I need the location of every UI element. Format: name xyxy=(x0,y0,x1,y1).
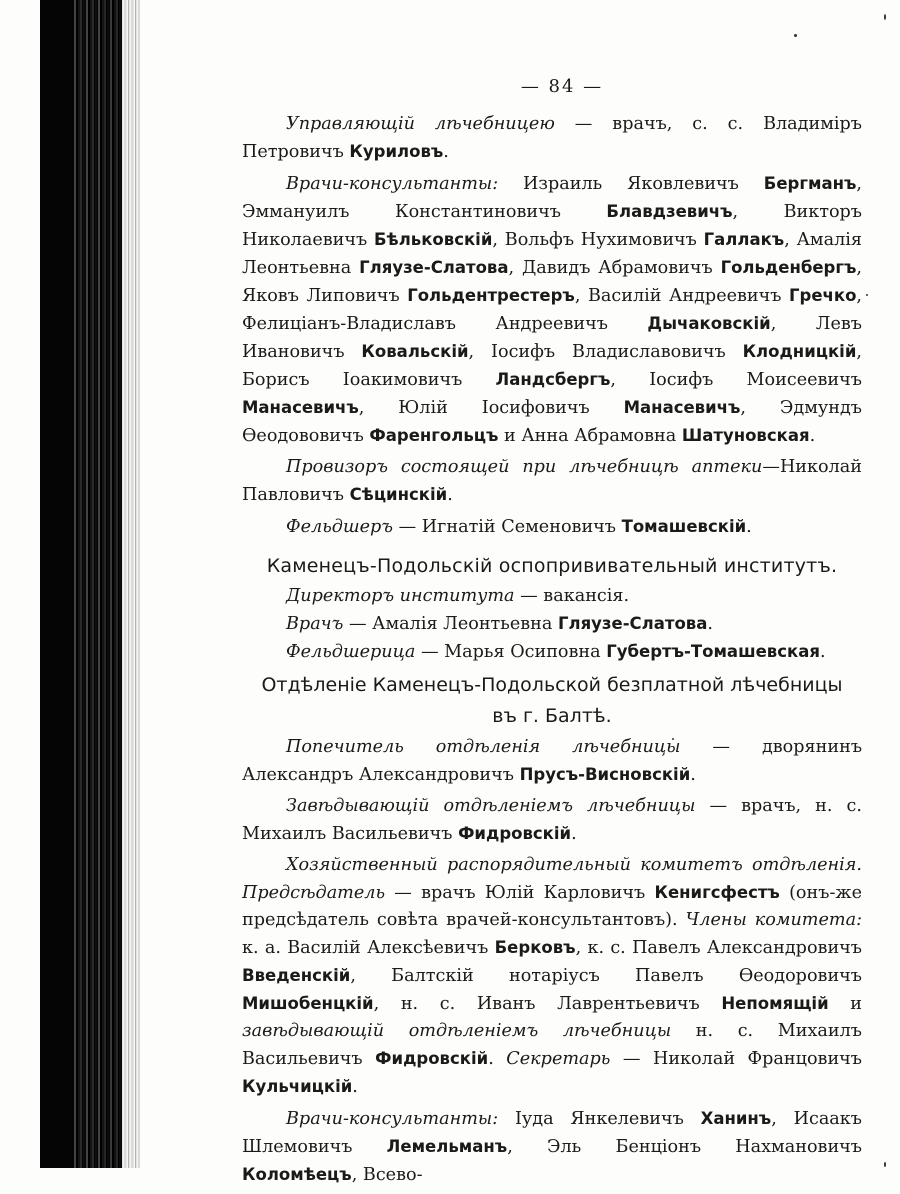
person-name: Куриловъ xyxy=(349,142,444,161)
paragraph-manager xyxy=(242,111,862,166)
text: Израиль Яковлевичъ xyxy=(498,174,764,194)
text: . xyxy=(819,642,826,662)
speck xyxy=(884,14,886,20)
text: — врачъ Юлій Карловичъ xyxy=(385,883,655,903)
role-label: Фельдшерица xyxy=(286,642,416,662)
text: — Марья Осиповна xyxy=(415,642,607,662)
person-name: Берковъ xyxy=(494,938,576,957)
speck xyxy=(866,294,868,296)
role-label: Секретарь xyxy=(506,1049,611,1069)
person-name: Мишобенцкій xyxy=(242,994,374,1013)
binding-fade xyxy=(100,0,140,1168)
text: , н. с. Иванъ Лаврентьевичъ xyxy=(373,994,722,1014)
text: , Эдмундъ Ѳеодововичъ xyxy=(242,398,862,446)
text: , Юлій Іосифовичъ xyxy=(358,398,624,418)
person-name: Бергманъ xyxy=(763,174,857,193)
role-label: Врачъ xyxy=(286,614,344,634)
text: , Амалія Леонтьевна xyxy=(242,230,862,278)
text: , Всево- xyxy=(351,1165,423,1185)
person-name: Гляузе-Слатова xyxy=(557,614,708,633)
paragraph-head-of-branch xyxy=(242,793,862,848)
role-label: Врачи-консультанты: xyxy=(286,1109,499,1129)
text: — Николай Францовичъ xyxy=(610,1049,862,1069)
text: . xyxy=(443,142,449,162)
text: н. с. Михаилъ Васильевичъ xyxy=(242,1021,862,1069)
person-name: Ханинъ xyxy=(700,1109,772,1128)
person-name: Гольденбергъ xyxy=(720,258,857,277)
text: и xyxy=(828,994,862,1014)
text: . xyxy=(571,824,577,844)
role-label: завѣдывающій отдѣленіемъ лѣчебницы xyxy=(242,1021,672,1041)
person-name: Губертъ-Томашевская xyxy=(606,642,820,661)
page-number: — 84 — xyxy=(520,76,604,97)
text: . xyxy=(707,614,713,634)
person-name: Дычаковскій xyxy=(647,314,771,333)
paragraph-trustee xyxy=(242,734,862,789)
person-name: Введенскій xyxy=(242,966,351,985)
text: , Борисъ Іоакимовичъ xyxy=(242,342,862,390)
text: и Анна Абрамовна xyxy=(498,426,682,446)
heading-line: Отдѣленіе Каменецъ-Подольской безплатной лѣчебницы xyxy=(261,674,843,696)
text: — врачъ, н. с. Михаилъ Васильевичъ xyxy=(242,796,862,844)
paragraph-pharmacist xyxy=(242,454,862,509)
page-content xyxy=(242,76,862,1189)
person-name: Гляузе-Слатова xyxy=(359,258,509,277)
text: . xyxy=(809,426,816,446)
heading-line: въ г. Балтѣ. xyxy=(492,705,612,727)
person-name: Манасевичъ xyxy=(242,398,359,417)
text: . xyxy=(690,765,696,785)
speck xyxy=(794,34,797,37)
person-name: Кенигсфестъ xyxy=(654,883,780,902)
role-label: Управляющій лѣчебницею xyxy=(286,114,555,134)
person-name: Прусъ-Висновскій xyxy=(519,765,691,784)
text: , Іосифъ Моисеевичъ xyxy=(610,370,862,390)
person-name: Манасевичъ xyxy=(623,398,741,417)
person-name: Галлакъ xyxy=(703,230,785,249)
paragraph-feldsher xyxy=(242,513,862,541)
paragraph-committee xyxy=(242,852,862,1101)
section-heading-balta xyxy=(242,670,862,732)
text: , Давидъ Абрамовичъ xyxy=(508,258,721,278)
text: , к. с. Павелъ Александровичъ xyxy=(575,938,862,958)
text: Іуда Янкелевичъ xyxy=(498,1109,701,1129)
text: , Вольфъ Нухимовичъ xyxy=(492,230,704,250)
text: , Викторъ Николаевичъ xyxy=(242,202,862,250)
text: — вакансія. xyxy=(514,586,630,606)
section-heading-institute: Каменецъ-Подольскій оспопрививательный институтъ. xyxy=(266,555,838,577)
text: , Эммануилъ Константиновичъ xyxy=(242,174,862,222)
person-name: Гречко xyxy=(789,286,857,305)
text: , Василій Андреевичъ xyxy=(574,286,790,306)
person-name: Бѣльковскій xyxy=(373,230,493,249)
paragraph-consultants xyxy=(242,170,862,450)
text: — врачъ, с. с. Владиміръ Петровичъ xyxy=(242,114,862,162)
text: , Іосифъ Владиславовичъ xyxy=(468,342,743,362)
text: — дворянинъ Александръ Александровичъ xyxy=(242,737,863,785)
person-name: Фаренгольцъ xyxy=(369,426,499,445)
person-name: Лемельманъ xyxy=(386,1137,508,1156)
person-name: Блавдзевичъ xyxy=(606,202,733,221)
text: , Балтскій нотаріусъ Павелъ Ѳеодоровичъ xyxy=(350,966,862,986)
text: — Игнатій Семеновичъ xyxy=(393,517,622,537)
text: . xyxy=(488,1049,507,1069)
text: (онъ-же предсѣдатель совѣта врачей-консультантовъ). xyxy=(242,883,862,930)
text: . xyxy=(746,517,752,537)
text: к. а. Василій Алексѣевичъ xyxy=(242,938,495,958)
person-name: Фидровскій xyxy=(458,824,572,843)
role-label: Врачи-консультанты: xyxy=(286,174,499,194)
text: . xyxy=(352,1077,358,1097)
person-name: Кульчицкій xyxy=(242,1077,353,1096)
role-label: Директоръ института xyxy=(286,586,515,606)
speck xyxy=(884,1162,886,1167)
text: . xyxy=(447,485,453,505)
text: , Исаакъ Шлемовичъ xyxy=(242,1109,862,1157)
role-label: Хозяйственный распорядительный комитетъ отдѣленія. Предсѣдатель xyxy=(242,855,862,903)
person-name: Клодницкій xyxy=(742,342,857,361)
text: — Амалія Леонтьевна xyxy=(343,614,558,634)
role-label: Попечитель отдѣленія лѣчебницы xyxy=(286,737,681,757)
role-label: Провизоръ состоящей при лѣчебницѣ аптеки xyxy=(286,457,763,477)
text: —Николай Павловичъ xyxy=(242,457,862,505)
text: , Фелиціанъ-Владиславъ Андреевичъ xyxy=(242,286,863,334)
person-name: Гольдентрестеръ xyxy=(407,286,575,305)
paragraph-doctor xyxy=(242,610,862,638)
text: , Яковъ Липовичъ xyxy=(242,258,862,306)
person-name: Ландсбергъ xyxy=(495,370,611,389)
paragraph-director xyxy=(242,583,862,610)
person-name: Фидровскій xyxy=(375,1049,489,1068)
person-name: Непомящій xyxy=(721,994,829,1013)
person-name: Ковальскій xyxy=(361,342,469,361)
text: , Левъ Ивановичъ xyxy=(242,314,862,362)
person-name: Шатуновская xyxy=(681,426,810,445)
role-label: Фельдшеръ xyxy=(286,517,394,537)
person-name: Коломѣецъ xyxy=(242,1165,352,1184)
person-name: Томашевскій xyxy=(621,517,747,536)
person-name: Сѣцинскій xyxy=(349,485,448,504)
role-label: Завѣдывающій отдѣленіемъ лѣчебницы xyxy=(286,796,696,816)
paragraph-consultants-balta xyxy=(242,1105,862,1189)
text: , Эль Бенціонъ Нахмановичъ xyxy=(507,1137,863,1157)
binding-shadow xyxy=(40,0,74,1168)
paragraph-feldsheritsa xyxy=(242,638,862,666)
role-label: Члены комитета: xyxy=(685,910,863,930)
